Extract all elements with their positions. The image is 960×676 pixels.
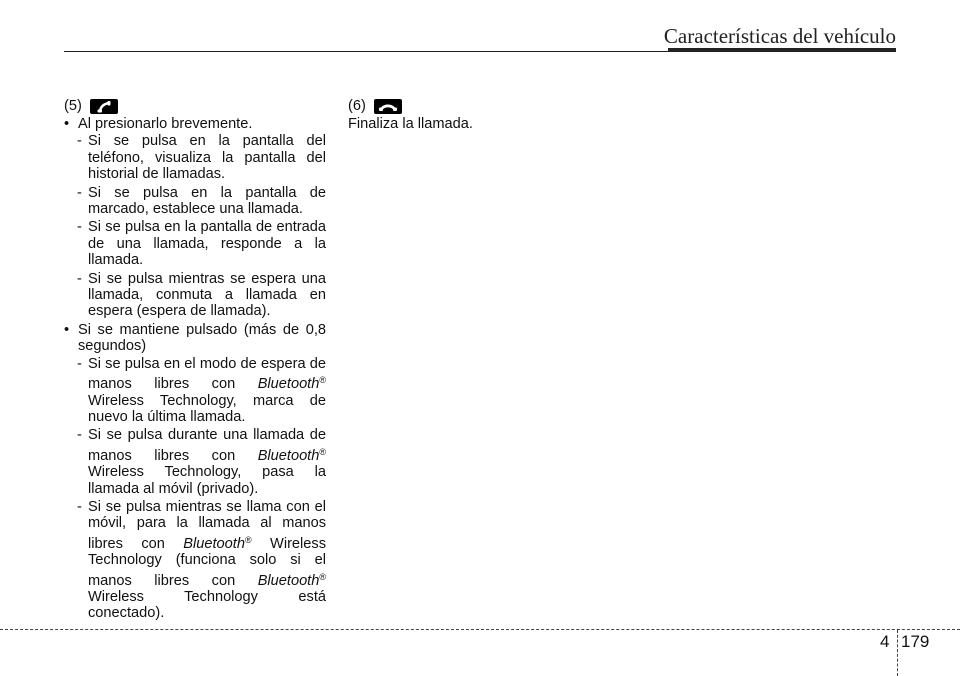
header-rule bbox=[64, 51, 670, 52]
text-segment: Si se pulsa durante una llamada de manos libres con bbox=[88, 427, 326, 464]
short-press-item-text: Si se pulsa en la pantalla de marcado, establece una llamada. bbox=[88, 184, 326, 218]
item-6-label: (6) bbox=[348, 98, 366, 115]
item-5-label: (5) bbox=[64, 98, 82, 115]
item-6-description: Finaliza la llamada. bbox=[348, 116, 473, 132]
chapter-number: 4 bbox=[880, 632, 890, 651]
page-header-title: Características del vehículo bbox=[663, 24, 896, 48]
brand-name: Bluetooth bbox=[257, 572, 320, 589]
call-end-icon bbox=[374, 99, 402, 114]
bullet-short-press bbox=[64, 116, 326, 132]
right-column bbox=[348, 98, 610, 132]
call-answer-icon bbox=[90, 99, 118, 114]
text-segment: Si se pulsa mientras se llama con el móvil, para la llamada al manos libres con bbox=[88, 498, 326, 552]
short-press-item: - Si se pulsa en la pantalla del teléfono, visualiza la pantalla del historial de llamadas. bbox=[77, 133, 326, 183]
bullet-long-press-text: Si se mantiene pulsado (más de 0,8 segundos) bbox=[78, 321, 326, 355]
brand-name: Bluetooth bbox=[183, 535, 245, 552]
item-5-heading bbox=[64, 98, 326, 115]
registered-mark: ® bbox=[319, 571, 326, 582]
registered-mark: ® bbox=[319, 375, 326, 386]
left-column bbox=[64, 98, 326, 624]
brand-name: Bluetooth bbox=[257, 447, 320, 464]
short-press-item: - Si se pulsa en la pantalla de marcado, establece una llamada. bbox=[77, 184, 326, 218]
item-6-heading bbox=[348, 98, 610, 115]
bullet-short-press-text: Al presionarlo brevemente. bbox=[78, 116, 253, 132]
text-segment: Wireless Technology (funciona solo si el manos libres con bbox=[88, 535, 326, 589]
short-press-item: - Si se pulsa mientras se espera una llamada, conmuta a llamada en espera (espera de llamada). bbox=[77, 270, 326, 320]
short-press-item-text: Si se pulsa en la pantalla de entrada de una llamada, responde a la llamada. bbox=[88, 219, 326, 269]
page-number-divider bbox=[897, 630, 898, 676]
bullet-long-press bbox=[64, 322, 326, 355]
footer-rule bbox=[0, 629, 960, 630]
short-press-item: - Si se pulsa en la pantalla de entrada de una llamada, responde a la llamada. bbox=[77, 219, 326, 269]
text-segment: Wireless Technology, marca de nuevo la última llamada. bbox=[88, 392, 326, 425]
short-press-item-text: Si se pulsa en la pantalla del teléfono, visualiza la pantalla del historial de llamadas. bbox=[88, 133, 326, 183]
text-segment: Si se pulsa en el modo de espera de manos libres con bbox=[88, 355, 326, 393]
registered-mark: ® bbox=[319, 446, 326, 457]
long-press-item: - Si se pulsa en el modo de espera de manos libres con Bluetooth® Wireless Technology, marca de nuevo la última llamada. bbox=[77, 355, 326, 425]
page-number: 179 bbox=[901, 632, 930, 651]
header-rule-accent bbox=[668, 48, 896, 52]
short-press-item-text: Si se pulsa mientras se espera una llamada, conmuta a llamada en espera (espera de llamada). bbox=[88, 270, 326, 320]
long-press-item: - Si se pulsa durante una llamada de manos libres con Bluetooth® Wireless Technology, pasa la llamada al móvil (privado). bbox=[77, 427, 326, 497]
brand-name: Bluetooth bbox=[257, 376, 320, 393]
text-segment: Wireless Technology está conectado). bbox=[88, 588, 326, 622]
registered-mark: ® bbox=[244, 534, 252, 545]
long-press-item: - Si se pulsa mientras se llama con el móvil, para la llamada al manos libres con Bluetooth® Wireless Technology (funciona solo si el manos libres con Bluetooth® Wireless Technology está conectado). bbox=[77, 498, 326, 622]
text-segment: Wireless Technology, pasa la llamada al móvil (privado). bbox=[88, 464, 326, 497]
